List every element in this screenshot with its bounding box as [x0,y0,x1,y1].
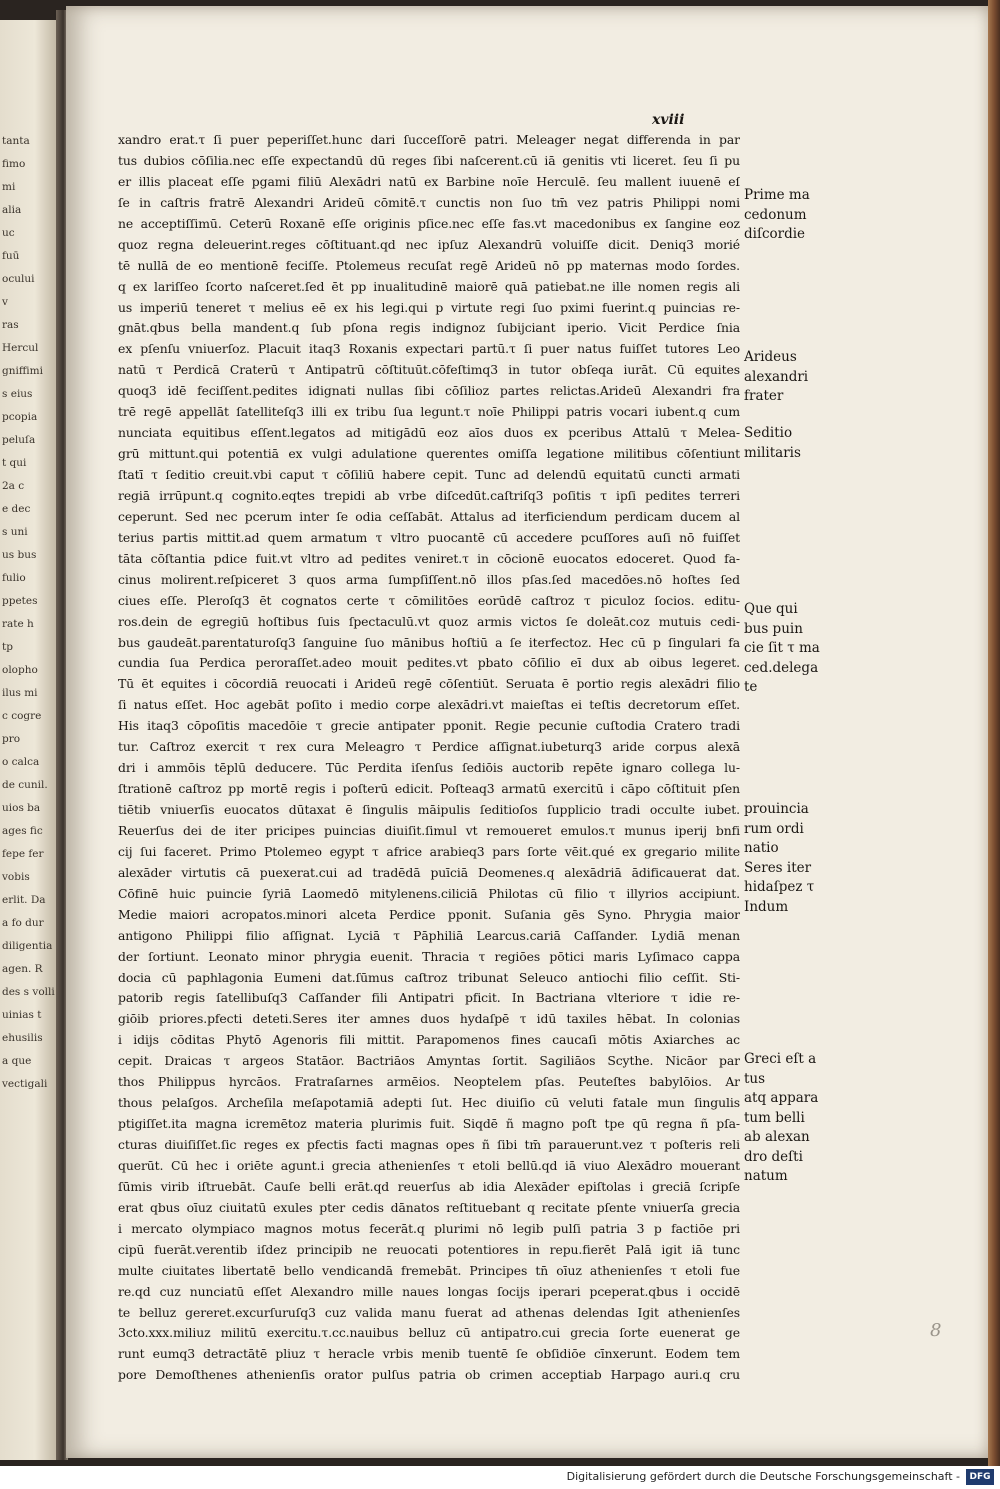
text-line: Medie maiori acropatos.minori alceta Perdice pponit. Suſania gēs Syno. Phrygia maior [118,906,740,922]
text-line: Tū ēt equites i cōcordiā reuocati i Arideū regē cōſentiūt. Seruata ē portio regis alexādri filio [118,676,740,692]
text-line: runt eumq3 detractātē pliuz τ heracle vrbis menib tuentē ſe obſidiōe cīnxerunt. Eodem tem [118,1346,740,1362]
text-line: cepit. Draicas τ argeos Statāor. Bactriāos Amyntas ſortit. Sagiliāos Scythe. Nicāor par [118,1053,740,1069]
facing-page-line: v [2,296,8,308]
text-line: ex pſenſu vniuerſoz. Placuit itaq3 Roxanis expectari partū.τ ſi puer natus fuiſſet tutores Leo [118,341,740,357]
facing-page-line: c cogre [2,710,42,722]
facing-page-line: uc [2,227,15,239]
pencil-mark: 8 [930,1320,942,1341]
text-line: tāta cōſtantia pdice fuit.vt vltro ad pedites veniret.τ in cōcionē euocatos edoceret. Quod fa- [118,550,740,566]
text-line: multe ciuitates libertatē bello vendicandā fremebāt. Principes tn̄ oīuz athenienſes τ etoli fue [118,1262,740,1278]
dfg-logo: DFG [966,1469,994,1485]
text-line: q ex lariſſeo ſcorto naſceret.ſed ēt pp inualitudinē maiorē quā patiebat.ne ille nomen regis ali [118,278,740,294]
text-line: antigono Philippi filio aſſignat. Lyciā τ Pāphiliā Learcus.cariā Caſſander. Lydiā menan [118,927,740,943]
marginal-note-line: Greci eſt a [744,1051,817,1067]
facing-page-line: pcopia [2,411,38,423]
text-line: tus dubios cōſilia.nec eſſe expectandū dū reges ſibi naſcerent.cū iā genitis vti liceret. ſeu ſi pu [118,152,740,168]
marginal-note-line: Indum [744,898,789,915]
facing-page-line: 2a c [2,480,25,492]
folio-number: xviii [652,112,685,128]
facing-page-line: des s volli [2,986,55,998]
text-line: tiētib vniuerſis euocatos dūtaxat ē ſingulis māipulis ſeditioſos ſupplicio tradi occulte iubet. [118,802,740,817]
text-line: grū mittunt.qui potentiā ex vulgi adulatione querentes omiſſa legatione militibus cōſentiunt [118,446,740,462]
text-line: dri i ammōis tēplū deducere. Tūc Perdita iſenſus ſediōis auctorib repēte ignaro collega lu- [118,760,740,776]
funding-notice: Digitalisierung gefördert durch die Deutsche Forschungsgemeinschaft - [566,1470,960,1483]
marginal-note-line: ced.delega [744,659,819,676]
text-line: ceperunt. Sed nec pcerum inter ſe odia ceſſabāt. Attalus ad iterficiendum perdicam ducem al [118,508,740,524]
text-line: thous pelaſgos. Archeſila meſapotamiā adepti ſut. Hec diuiſio cū veluti fatale mun ſingulis [118,1095,740,1111]
text-line: i idijs cōditas Phytō Agenoris fili mittit. Parapomenos fines caucaſi mōtis Axiarches ac [118,1032,740,1048]
text-line: us imperiū teneret τ melius eē ex his legi.qui p virtute regi ſuo pximi fuerint.q puincias re- [118,299,740,315]
text-line: Cōfinē huic puincie ſyriā Laomedō mitylenens.ciliciā Philotas cū filio τ illyrios accipiunt. [118,885,740,901]
marginal-note-line: Que qui [744,601,798,617]
text-line: regiā irrūpunt.q cognito.eqtes trepidi ab vrbe diſcedūt.caſtriſq3 poſitis τ ipſi pedites terreri [118,487,740,503]
marginal-note-line: prouincia [744,801,809,817]
marginal-note-line: militaris [744,444,801,461]
facing-page-line: fuū [2,250,20,262]
text-line: ſūmis virib iſtruebāt. Cauſe belli erāt.qd reuerſus ab idia Alexāder epiſtolas i greciā ſcripſe [118,1178,740,1194]
text-line: re.qd cuz nunciatū eſſet Alexandro mille naues longas ſocijs iperari pceperat.qbus i occidē [118,1283,740,1299]
facing-page-line: Hercul [2,342,39,354]
facing-page-line: e dec [2,503,31,515]
marginal-note-line: alexandri [744,368,809,385]
text-line: thos Philippus hyrcāos. Fratraſarnes armēios. Neoptelem pſas. Peuteſtes babylōios. Ar [118,1074,740,1090]
marginal-note-line: cedonum [744,206,807,223]
text-line: ne acceptiſſimū. Ceterū Roxanē eſſe originis pſice.nec eſſe fas.vt macedonibus ex ſangine eoz [118,215,740,231]
facing-page-line: t qui [2,457,27,469]
marginal-note [744,1050,818,1187]
facing-page-line: fepe fer [2,848,44,860]
marginal-note-line: tum belli [744,1109,805,1126]
text-line: tē nullā de eo mentionē feciſſe. Ptolemeus recuſat regē Arideū nō pp maternas modo ſordes. [118,257,740,273]
marginal-note-line: natum [744,1168,788,1184]
marginal-note-line: atq appara [744,1090,819,1106]
text-line: ciues eſſe. Pleroſq3 ēt cognatos certe τ cōmilitōes eorūdē caſtroz τ piculoz ſocios. editu- [118,592,740,608]
facing-page-line: ages fic [2,825,43,837]
text-line: nunciata equitibus eſſent.legatos ad mitigādū eoz aīos duos ex pceribus Attalū τ Melea- [118,425,740,441]
marginal-note-line: te [744,679,758,695]
facing-page-line: tp [2,641,13,653]
marginal-note [744,600,818,698]
marginal-note-line: Seres iter [744,859,812,876]
text-line: bus gaudeāt.parentaturoſq3 ſanguine ſuo mānibus hoſtiū a ſe iterfectoz. Hec cū p ſingulari fa [118,634,740,650]
facing-page-line: gniffimi [2,365,43,377]
facing-page-line: vectigali [2,1078,48,1090]
facing-page-line: o calca [2,756,40,768]
marginal-note-line: tus [744,1070,766,1087]
marginal-note-line: frater [744,388,784,404]
facing-page-line: pro [2,733,21,745]
facing-page-line: uinias t [2,1009,42,1021]
facing-page-line: ehusilis [2,1032,43,1044]
text-line: querūt. Cū hec i oriēte agunt.i grecia athenienſes τ etoli bellū.qd iā viuo Alexādro mouerant [118,1157,740,1173]
text-line: quoz regna deleuerint.reges cōſtituant.qd nec ipſuz Alexandrū voluiſſe dicit. Deniq3 morié [118,236,740,252]
text-line: xandro erat.τ ſi puer peperiſſet.hunc dari ſucceſſorē patri. Meleager negat differenda in par [118,132,740,147]
text-line: Reuerſus dei de iter pricipes puincias diuiſit.ſimul vt remoueret emulos.τ munus iperij bnfi [118,822,740,838]
text-line: ſtatī τ ſeditio creuit.vbi caput τ cōſiliū habere cepit. Tunc ad delendū equitatū cuncti armati [118,467,740,482]
text-line: te belluz gereret.excurſuruſq3 cuz valida manu fuerat ad athenas delendas Igit athenienſes [118,1304,740,1320]
text-line: ſtrationē caſtroz pp mortē regis i poſterū edicit. Poſteaq3 armatū exercitū i cāpo cōſtituit pſen [118,781,740,797]
text-line: alexāder virtutis cā puexerat.cui ad tradēdā puīciā Deomenes.q alexādriā ādificauerat dat. [118,864,740,880]
text-line: ſe in caſtris fratrē Alexandri Arideū cōmitē.τ cunctis non ſuo tm̄ vez patris Philippi nomi [118,194,740,210]
facing-page-line: ras [2,319,19,331]
text-line: ros.dein de egregiū hoſtibus ſuis ſpectaculū.vt quoz armis victos ſe doleāt.coz mutuis cedi- [118,613,740,629]
facing-page-line: fulio [2,572,26,584]
marginal-note [744,800,818,917]
facing-page-line: ppetes [2,595,38,607]
facing-page-line: uios ba [2,802,41,814]
text-line: natū τ Perdicā Craterū τ Antipatrū cōſtituūt.cōfeſtimq3 in tutor obſeqa iurāt. Cū equites [118,362,740,378]
marginal-note-line: cie ſit τ ma [744,640,820,656]
facing-page-line: ilus mi [2,687,38,699]
marginal-note-line: rum ordi [744,820,804,837]
facing-page-line: diligentia [2,940,53,952]
text-line: cundia ſua Perdica peroraſſet.adeo mouit pedites.vt pbato cōſilio eī dux ab oibus legeret. [118,655,740,671]
marginal-note [744,348,818,407]
text-line: gnāt.qbus bella mandent.q ſub pſona regis indignoz ſubijciant iperio. Vicit Perdice ſnia [118,320,740,336]
text-line: ptigiſſet.ita magna icremētoz materia plurimis fuit. Siqdē ñ magno poſt tpe qū regna ñ pſa- [118,1116,740,1132]
facing-page-line: erlit. Da [2,894,46,906]
facing-page-line: peluſa [2,434,36,446]
marginal-note-line: Arideus [744,349,797,365]
text-line: cturas diuiſiſſet.ſic reges ex pfectis facti magnas opes ñ ſibi tm̄ parauerunt.vez τ poſteris reli [118,1137,740,1152]
marginal-note-line: ab alexan [744,1129,810,1145]
facing-page-line: us bus [2,549,37,561]
facing-page-line: rate h [2,618,34,630]
marginal-note-line: diſcordie [744,226,806,242]
facing-page-line: alia [2,204,22,216]
marginal-note-line: dro deſti [744,1148,803,1165]
digitization-footer [0,1466,1000,1489]
marginal-note-line: Seditio [744,425,793,441]
text-line: cij ſui faceret. Primo Ptolemeo egypt τ africe arabieq3 pars ſorte vēit.qué ex gregario milite [118,843,740,859]
facing-page-line: olopho [2,664,38,676]
text-line: cinus molirent.reſpiceret 3 quos arma ſumpſiſſent.nō illos pſas.ſed macedōes.nō hoſtes ſed [118,571,740,587]
facing-page-line: s uni [2,526,28,538]
text-line: giōib priores.pfecti deteti.Seres iter amnes duos hydaſpē τ idū taxiles hēbat. In colonias [118,1011,740,1027]
text-line: pore Demoſthenes athenienſis orator pulſus patria ob crimen acceptiab Harpago auri.q cru [118,1367,740,1383]
text-line: cipū fuerāt.verentib iſdez principib ne reuocati potentiores in repu.fierēt Palā igit iā tunc [118,1241,740,1257]
facing-page-line: a fo dur [2,917,44,929]
text-line: 3cto.xxx.miliuz militū exercitu.τ.cc.nauibus belluz cū antipatro.cui grecia ſorte euenerat ge [118,1325,740,1341]
marginal-note [744,186,818,245]
text-line: quoq3 idē feciſſent.pedites idignati nullas ſibi cōſilioz partes relictas.Arideū Alexandri fra [118,383,740,399]
facing-page-line: s eius [2,388,33,400]
text-line: patorib regis ſatellibuſq3 Caſſander fili Antipatri pficit. In Bactriana vlteriore τ idie re- [118,990,740,1006]
facing-page-line: agen. R [2,963,43,975]
main-text-block [118,130,740,1386]
facing-page-edge [0,20,58,1460]
text-line: terius partis mittit.ad quem armatum τ vltro puocantē cū accedere pcuſſores auſi nō fuiſſet [118,529,740,545]
text-line: ſi natus eſſet. Hoc agebāt poſito i medio corpe alexādri.vt maieſtas ei teſtis decretorum eſſet. [118,697,740,713]
facing-page-line: a que [2,1055,32,1067]
marginal-note-line: bus puin [744,620,803,637]
facing-page-line: fimo [2,158,26,170]
facing-page-line: vobis [2,871,30,883]
text-line: i mercato olympiaco magnos motus fecerāt.q plurimi nō legib pulſi patria 3 p factiōe pri [118,1220,740,1236]
text-line: docia cū paphlagonia Eumeni dat.ſūmus caſtroz tribunat Seleuco antiochi filio ceſſit. Sti- [118,969,740,985]
page-edge-binding [988,0,1000,1466]
facing-page-line: tanta [2,135,30,147]
text-line: trē regē appellāt ſatelliteſq3 illi ex tribu ſua legunt.τ noīe Philippi patris vocari iubent.q cum [118,404,740,420]
marginal-note-line: natio [744,840,779,856]
text-line: erat qbus oīuz ciuitatū exules pter cedis dānatos reſtituebant q recitate pſente vniuerſa grecia [118,1199,740,1215]
text-line: der ſortiunt. Leonato minor phrygia euenit. Thracia τ regiōes pōtici maris Lyſimaco cappa [118,948,740,964]
facing-page-line: de cunil. [2,779,48,791]
marginal-note-line: hidaſpez τ [744,879,815,895]
facing-page-line: mi [2,181,16,193]
text-line: His itaq3 cōpoſitis macedōie τ grecie antipater pponit. Regie pecunie cuſtodia Cratero tradi [118,718,740,734]
marginal-note [744,424,818,463]
text-line: er illis placeat eſſe pgami filiū Alexādri natū ex Barbine noīe Herculē. ſeu mallent iuuenē eſ [118,173,740,189]
text-line: tur. Caſtroz exercit τ rex cura Meleagro τ Perdice aſſignat.iubeturq3 aride corpus alexā [118,739,740,755]
facing-page-line: ocului [2,273,35,285]
facing-page-fragments [2,130,56,1096]
marginal-note-line: Prime ma [744,187,810,203]
